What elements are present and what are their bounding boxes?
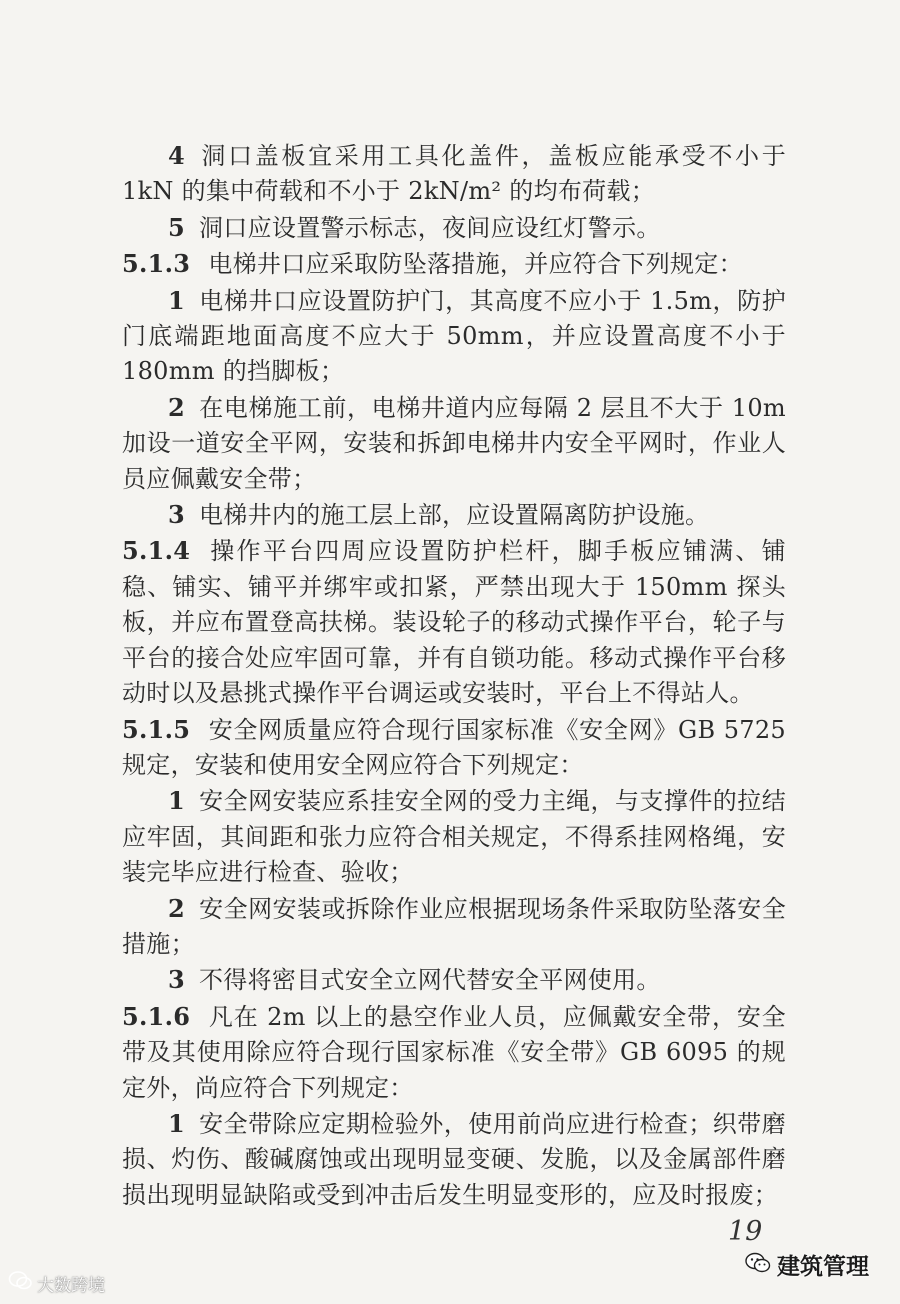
- item-1: [122, 783, 786, 890]
- item-text: 洞口应设置警示标志，夜间应设红灯警示。: [199, 213, 661, 242]
- item-number: 1: [168, 285, 185, 315]
- item-text: 洞口盖板宜采用工具化盖件，盖板应能承受不小于 1kN 的集中荷载和不小于 2kN/m² 的均布荷载；: [122, 142, 786, 206]
- clause-number: 5.1.4: [122, 536, 191, 566]
- item-text: 电梯井内的施工层上部，应设置隔离防护设施。: [199, 501, 710, 530]
- item-1: [122, 1106, 786, 1213]
- watermark-right-text: 建筑管理: [777, 1254, 869, 1280]
- item-number: 5: [168, 212, 185, 242]
- item-number: 3: [168, 500, 185, 530]
- item-4: [122, 138, 786, 210]
- item-text: 安全网安装或拆除作业应根据现场条件采取防坠落安全措施；: [122, 894, 786, 958]
- watermark-right: [745, 1248, 869, 1281]
- clause-5-1-3: [122, 246, 786, 282]
- watermark-left: [8, 1270, 105, 1296]
- brand-logo-icon: [8, 1270, 32, 1296]
- item-number: 4: [168, 141, 185, 170]
- clause-number: 5.1.6: [122, 1001, 191, 1031]
- item-number: 1: [168, 1108, 185, 1138]
- document-body: [122, 138, 786, 1213]
- clause-5-1-6: [122, 999, 786, 1106]
- item-text: 不得将密目式安全立网代替安全平网使用。: [199, 966, 661, 995]
- item-number: 1: [168, 786, 185, 816]
- clause-number: 5.1.5: [122, 714, 191, 744]
- item-text: 安全网安装应系挂安全网的受力主绳，与支撑件的拉结应牢固，其间距和张力应符合相关规定，不得系挂网格绳，安装完毕应进行检查、验收；: [122, 787, 786, 887]
- clause-text: 电梯井口应采取防坠落措施，并应符合下列规定：: [208, 250, 743, 279]
- clause-text: 凡在 2m 以上的悬空作业人员，应佩戴安全带，安全带及其使用除应符合现行国家标准《安全带》GB 6095 的规定外，尚应符合下列规定：: [122, 1002, 786, 1102]
- watermark-left-text: 大数跨境: [37, 1275, 105, 1296]
- item-5: [122, 210, 786, 246]
- page-number: 19: [728, 1216, 763, 1247]
- item-text: 安全带除应定期检验外，使用前尚应进行检查；织带磨损、灼伤、酸碱腐蚀或出现明显变硬、发脆，以及金属部件磨损出现明显缺陷或受到冲击后发生明显变形的，应及时报废；: [122, 1109, 786, 1209]
- clause-5-1-5: [122, 712, 786, 784]
- clause-text: 操作平台四周应设置防护栏杆，脚手板应铺满、铺稳、铺实、铺平并绑牢或扣紧，严禁出现大于 150mm 探头板，并应布置登高扶梯。装设轮子的移动式操作平台，轮子与平台的接合处应牢固可靠，并有自锁功能。移动式操作平台移动时以及悬挑式操作平台调运或安装时，平台上不得站人。: [122, 537, 786, 708]
- item-text: 在电梯施工前，电梯井道内应每隔 2 层且不大于 10m 加设一道安全平网，安装和拆卸电梯井内安全平网时，作业人员应佩戴安全带；: [122, 393, 786, 493]
- item-1: [122, 283, 786, 390]
- clause-5-1-4: [122, 533, 786, 711]
- item-number: 2: [168, 893, 185, 923]
- item-3: [122, 962, 786, 998]
- item-3: [122, 497, 786, 533]
- clause-text: 安全网质量应符合现行国家标准《安全网》GB 5725 规定，安装和使用安全网应符合下列规定：: [122, 715, 786, 779]
- clause-number: 5.1.3: [122, 249, 191, 279]
- item-number: 2: [168, 392, 185, 422]
- item-number: 3: [168, 965, 185, 995]
- item-text: 电梯井口应设置防护门，其高度不应小于 1.5m，防护门底端距地面高度不应大于 50mm，并应设置高度不小于 180mm 的挡脚板；: [122, 286, 786, 386]
- item-2: [122, 891, 786, 963]
- wechat-icon: [745, 1252, 771, 1278]
- item-2: [122, 390, 786, 497]
